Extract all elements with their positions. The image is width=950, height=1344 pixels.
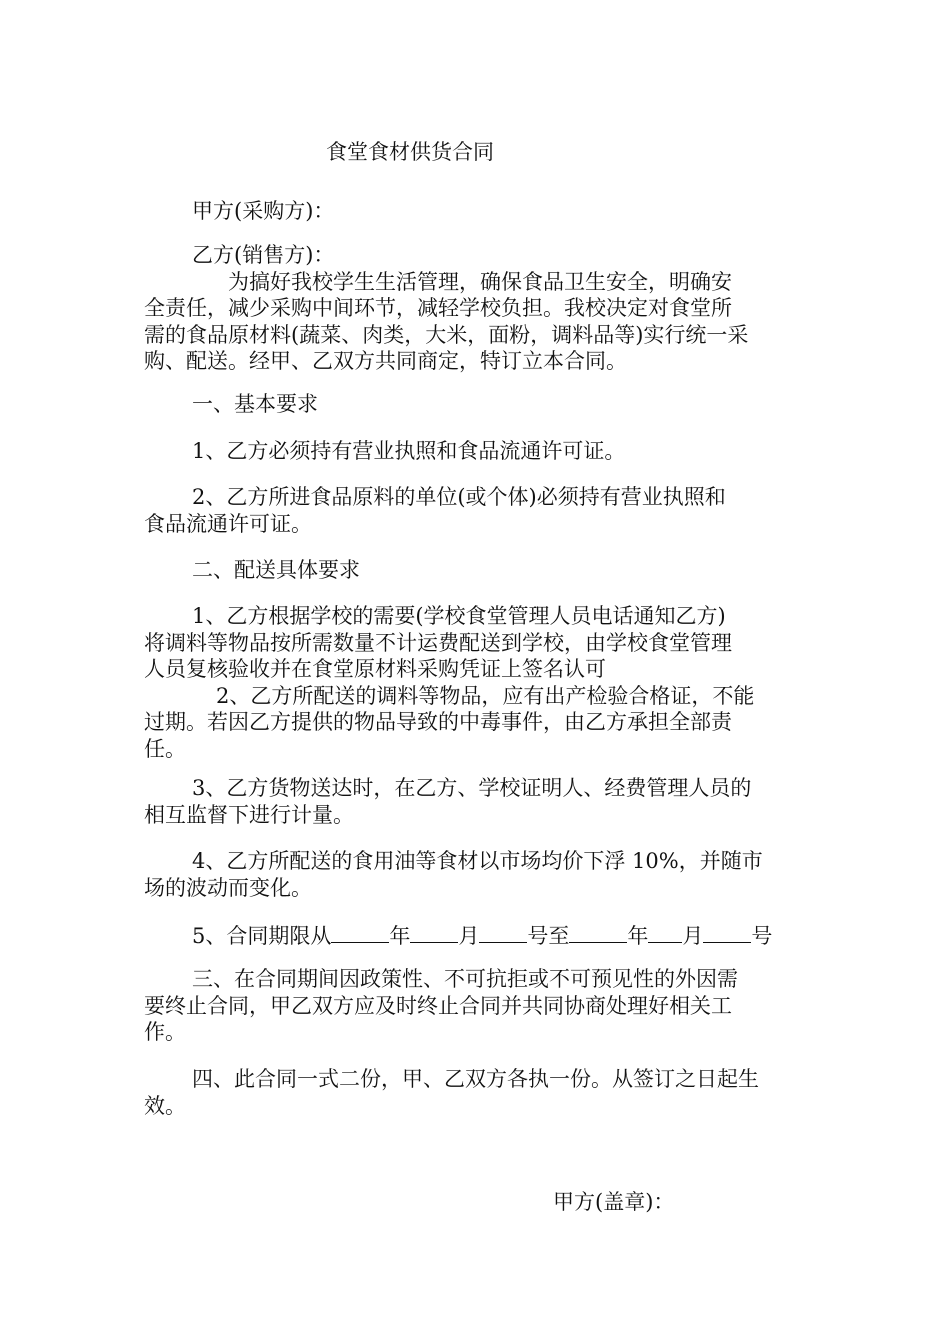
intro-line-4: 购、配送。经甲、乙双方共同商定，特订立本合同。 <box>144 349 627 373</box>
end-day-blank <box>703 920 751 943</box>
section-2-item-1-2: 1、乙方根据学校的需要(学校食堂管理人员电话通知乙方) 将调料等物品按所需数量不计运费配送到学校，由学校食堂管理 人员复核验收并在食堂原材料采购凭证上签名认可 2、乙方所配送的调料等物品，应有出产检验合格证，不能 过期。若因乙方提供的物品导致的中毒事件，由乙方承担全部责 任。 <box>144 604 755 761</box>
end-month-blank <box>648 920 682 943</box>
section-3: 三、在合同期间因政策性、不可抗拒或不可预见性的外因需 要终止合同，甲乙双方应及时终止合同并共同协商处理好相关工 作。 <box>144 967 738 1044</box>
intro-line-3: 需的食品原材料(蔬菜、肉类，大米，面粉，调料品等)实行统一采 <box>144 322 749 347</box>
party-b-line: 乙方(销售方)： <box>192 243 335 267</box>
section-4: 四、此合同一式二份，甲、乙双方各执一份。从签订之日起生 效。 <box>144 1067 759 1118</box>
end-year-blank <box>569 920 627 943</box>
start-month-blank <box>410 920 458 943</box>
start-day-blank <box>479 920 527 943</box>
party-b-and-intro <box>144 242 808 375</box>
document-title: 食堂食材供货合同 <box>326 140 494 164</box>
section-2-heading: 二、配送具体要求 <box>192 558 360 582</box>
section-1-item-2: 2、乙方所进食品原料的单位(或个体)必须持有营业执照和 食品流通许可证。 <box>144 485 726 536</box>
intro-line-1: 为搞好我校学生生活管理，确保食品卫生安全，明确安 <box>228 269 732 294</box>
party-a-line: 甲方(采购方)： <box>192 199 335 223</box>
section-2-item-4: 4、乙方所配送的食用油等食材以市场均价下浮 10%，并随市 场的波动而变化。 <box>144 849 763 900</box>
section-1-heading: 一、基本要求 <box>192 392 318 416</box>
party-a-stamp-line: 甲方(盖章)： <box>553 1190 675 1214</box>
intro-line-2: 全责任，减少采购中间环节，减轻学校负担。我校决定对食堂所 <box>144 296 732 320</box>
section-2-item-3: 3、乙方货物送达时，在乙方、学校证明人、经费管理人员的 相互监督下进行计量。 <box>144 776 752 827</box>
start-year-blank <box>331 920 389 943</box>
section-1-item-1: 1、乙方必须持有营业执照和食品流通许可证。 <box>192 439 626 463</box>
section-2-item-5: 5、合同期限从 年 月 号至 年 月 号 <box>144 920 808 950</box>
